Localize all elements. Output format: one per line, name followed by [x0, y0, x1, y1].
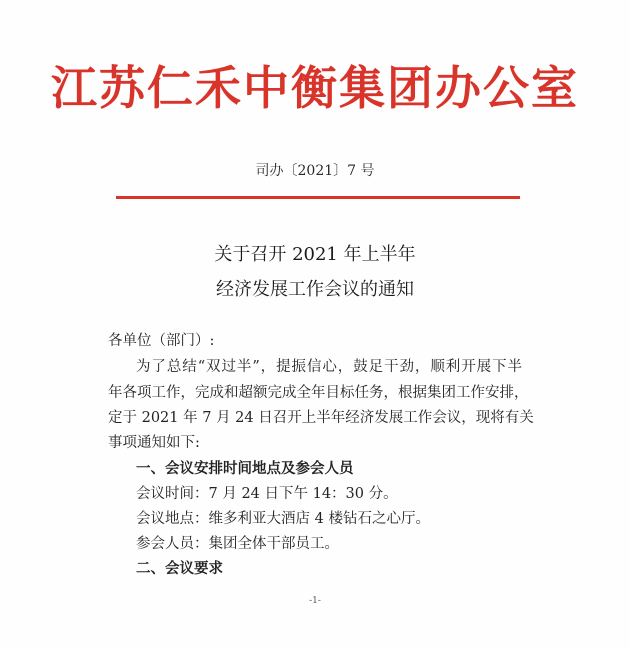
paragraph-line-3: 定于 2021 年 7 月 24 日召开上半年经济发展工作会议，现将有关 — [108, 410, 534, 426]
meeting-attendees: 参会人员：集团全体干部员工。 — [136, 536, 339, 552]
meeting-place: 会议地点：维多利亚大酒店 4 楼钻石之心厅。 — [136, 511, 430, 527]
red-divider-line — [116, 196, 520, 199]
notice-title-line-1: 关于召开 2021 年上半年 — [214, 244, 416, 265]
paragraph-line-1: 为了总结“双过半”，提振信心，鼓足干劲，顺利开展下半 — [136, 359, 522, 375]
issuer-header-title: 江苏仁禾中衡集团办公室 — [51, 61, 579, 115]
page-number: -1- — [309, 596, 321, 606]
paragraph-line-2: 年各项工作，完成和超额完成全年目标任务，根据集团工作安排， — [108, 385, 529, 401]
salutation: 各单位（部门）: — [108, 333, 215, 349]
meeting-time: 会议时间：7 月 24 日下午 14：30 分。 — [136, 486, 398, 502]
paragraph-line-4: 事项通知如下: — [108, 435, 200, 451]
document-number: 司办〔2021〕7 号 — [255, 163, 375, 179]
section-1-heading: 一、会议安排时间地点及参会人员 — [136, 460, 354, 477]
section-2-heading: 二、会议要求 — [136, 560, 223, 577]
notice-title-line-2: 经济发展工作会议的通知 — [216, 279, 414, 300]
